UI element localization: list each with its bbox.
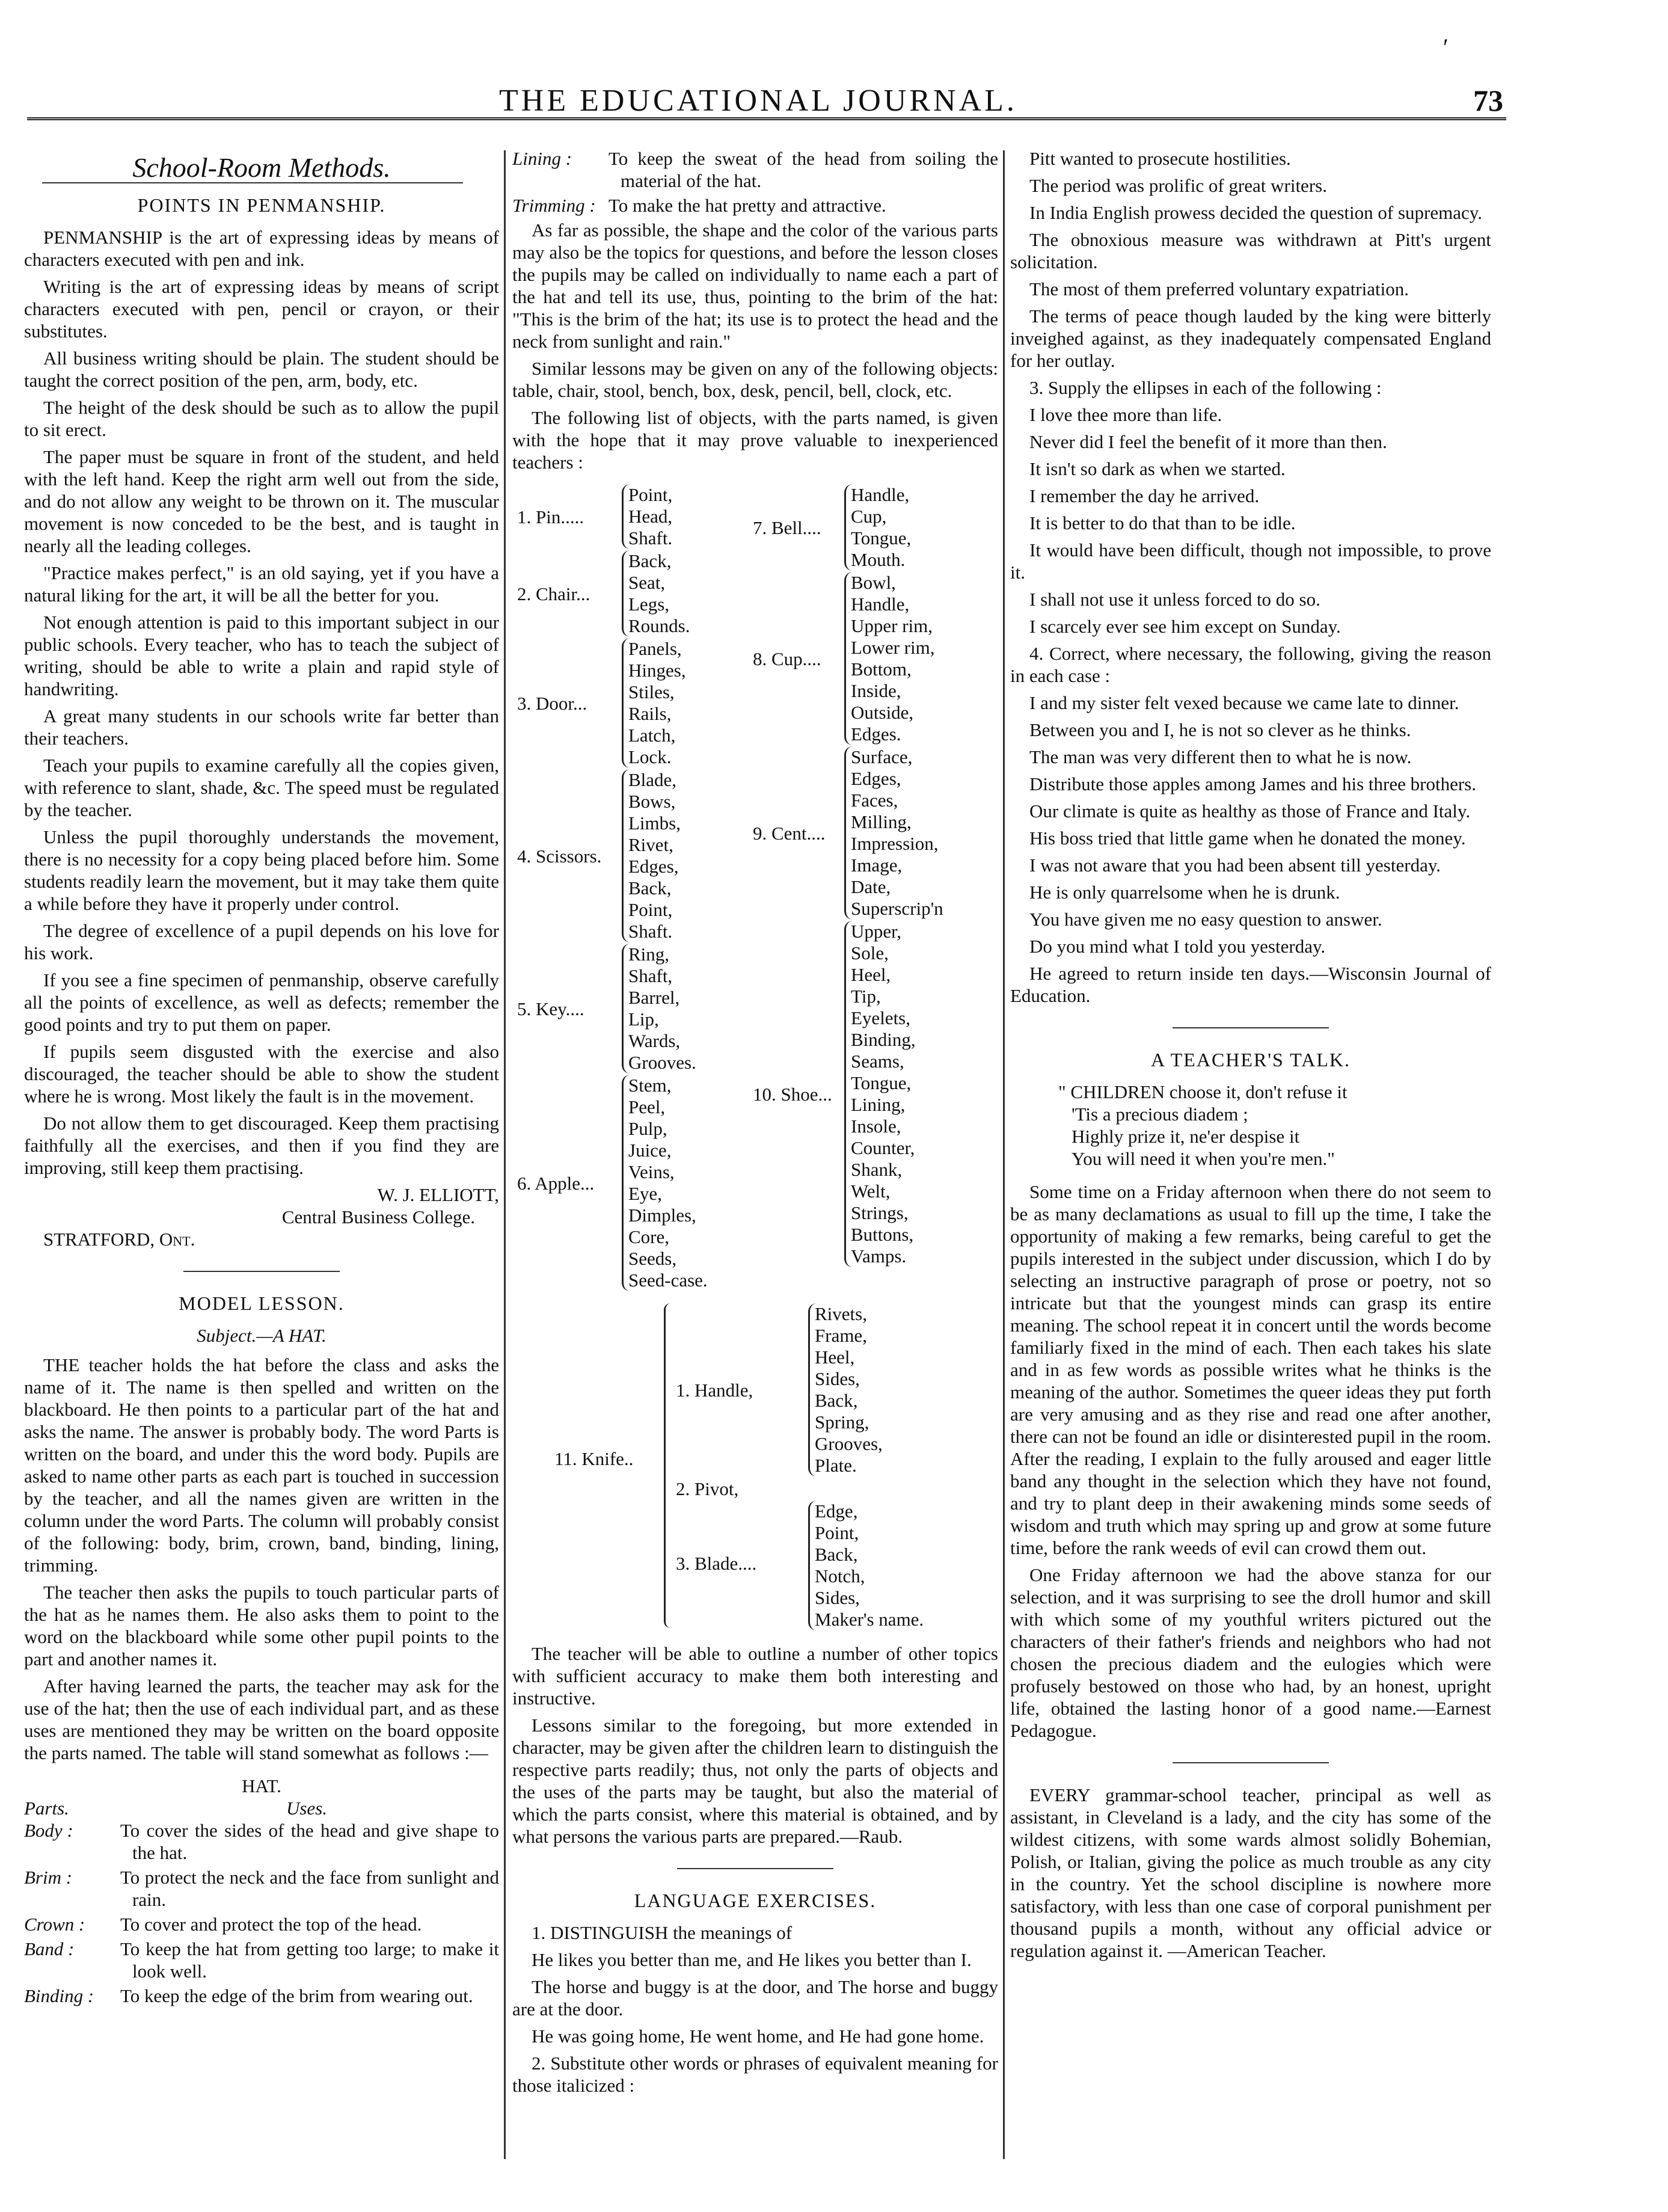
part-item: Lower rim, (851, 637, 935, 658)
knife-part-label: 2. Pivot, (676, 1478, 739, 1499)
part-item: Handle, (851, 484, 910, 505)
verse (1058, 1081, 1491, 1170)
part-item: Dimples, (628, 1205, 696, 1226)
part-use: To keep the hat from getting too large; to make it look well. (120, 1938, 499, 1982)
part-name: Lining : (512, 148, 572, 169)
table-row (24, 1819, 499, 1864)
column-3 (1010, 147, 1491, 1967)
paragraph: Not enough attention is paid to this important subject in our public schools. Every teacher, who has to teach the subject of writing, should be able to write a plain and rapid style of handwriting. (24, 612, 499, 699)
part-item: Sides, (815, 1368, 860, 1389)
part-item: Back, (815, 1390, 858, 1411)
paragraph: If pupils seem disgusted with the exercise and also discouraged, the teacher should be able to show the student where he is wrong. Most likely the fault is in the movement. (24, 1041, 499, 1107)
part-item: Edges. (851, 724, 901, 745)
paragraph: The teacher will be able to outline a number of other topics with sufficient accuracy to make them both interesting and instructive. (512, 1643, 998, 1709)
paragraph: Teach your pupils to examine carefully all the copies given, with reference to slant, shade, &c. The speed must be regulated by the teacher. (24, 755, 499, 820)
part-item: Bottom, (851, 659, 912, 680)
paragraph: As far as possible, the shape and the color of the various parts may also be the topics for questions, and before the lesson closes the pupils may be called on individually to name each a part of the hat and tell its use, thus, pointing to the brim of the hat: "This is the brim of the hat; its use is to protect the head and the neck from sunlight and rain." (512, 220, 998, 352)
part-item: Back, (628, 877, 672, 899)
part-item: Surface, (851, 746, 913, 767)
paragraph: Never did I feel the benefit of it more than then. (1029, 431, 1387, 452)
object-parts (622, 944, 696, 1074)
verse-line: Highly prize it, ne'er despise it (1072, 1126, 1300, 1147)
paragraph: The terms of peace though lauded by the king were bitterly inveighed against, as they inadequately compensated England for her outlay. (1010, 306, 1491, 371)
paragraph: He agreed to return inside ten days.—Wisconsin Journal of Education. (1010, 963, 1491, 1006)
column-1 (24, 147, 499, 2009)
paragraph: Some time on a Friday afternoon when there do not seem to be as many declamations as usual to fill up the time, I take the opportunity of making a few remarks, being careful to get the pupils interested in the subject under discussion, which I do by selecting an instructive paragraph of prose or poetry, not so intricate but that the youngest minds can grasp its entire meaning. The school repeat it in concert until the words become familiarly fixed in the mind of each. Then each takes his slate and in as few words as possible writes what he thinks is the meaning of the author. Sometimes the queer ideas they put forth are very amusing and as they rise and read one after another, there can not be found an idle or disinterested pupil in the room. After the reading, I explain to the fully aroused and eager little band any thought in the selection which they have not found, and try to plant deep in their awakening minds some seeds of wisdom and truth which may spring up and grow at some future time, before the rank weeds of evil can crowd them out. (1010, 1181, 1491, 1558)
part-item: Mouth. (851, 549, 906, 570)
part-item: Spring, (815, 1412, 869, 1433)
part-item: Heel, (851, 964, 891, 985)
part-item: Bowl, (851, 572, 896, 593)
section-heading: School-Room Methods. (132, 152, 391, 183)
part-item: Insole, (851, 1116, 901, 1137)
hat-table-title: HAT. (242, 1775, 281, 1796)
uses-header: Uses. (286, 1798, 328, 1819)
exercise-sentences (1010, 147, 1491, 1007)
verse-line: 'Tis a precious diadem ; (1072, 1104, 1248, 1125)
part-item: Vamps. (851, 1246, 907, 1267)
part-item: Shaft. (628, 527, 673, 548)
paragraph: He was going home, He went home, and He had gone home. (532, 2026, 984, 2047)
part-item: Seat, (628, 572, 666, 593)
part-item: Welt, (851, 1181, 891, 1202)
paragraph: His boss tried that little game when he donated the money. (1029, 828, 1466, 849)
part-item: Maker's name. (815, 1609, 924, 1630)
part-item: Image, (851, 855, 903, 876)
part-item: Seed-case. (628, 1270, 708, 1291)
paragraph: 4. Correct, where necessary, the following, giving the reason in each case : (1010, 643, 1491, 686)
paragraph: It would have been difficult, though not impossible, to prove it. (1010, 539, 1491, 583)
paragraph: He is only quarrelsome when he is drunk. (1029, 882, 1340, 903)
paragraph: Unless the pupil thoroughly understands the movement, there is no necessity for a copy being placed before him. Some students readily learn the movement, but it may take them quite a while before they have it properly under control. (24, 826, 499, 914)
teacher-talk-text (1010, 1181, 1491, 1742)
object-name: 10. Shoe... (753, 1084, 832, 1105)
part-item: Rails, (628, 703, 672, 724)
hat-table-continued (512, 147, 998, 217)
part-item: Wards, (628, 1030, 681, 1051)
paragraph: The following list of objects, with the parts named, is given with the hope that it may prove valuable to inexperienced teachers : (512, 407, 998, 473)
paragraph: Do not allow them to get discouraged. Keep them practising faithfully all the exercises, and then if you find they are improving, still keep them practising. (24, 1113, 499, 1178)
paragraph: Our climate is quite as healthy as those of France and Italy. (1029, 800, 1471, 822)
paragraph: The degree of excellence of a pupil depends on his love for his work. (24, 920, 499, 963)
part-item: Counter, (851, 1137, 915, 1158)
object-name: 7. Bell.... (753, 517, 821, 538)
part-item: Grooves. (628, 1052, 696, 1073)
part-item: Pulp, (628, 1118, 667, 1139)
knife-bracket (664, 1303, 670, 1628)
object-parts-list (512, 484, 998, 1642)
paragraph: If you see a fine specimen of penmanship, observe carefully all the points of excellence, as well as defects; remember the good points and try to put them on paper. (24, 969, 499, 1035)
part-name: Binding : (24, 1985, 94, 2006)
part-item: Upper, (851, 921, 901, 942)
hat-table (24, 1775, 499, 2007)
part-name: Trimming : (512, 195, 596, 216)
lesson-text (24, 1354, 499, 1764)
author-affiliation: Central Business College. (281, 1206, 475, 1227)
paragraph: He likes you better than me, and He likes you better than I. (532, 1949, 972, 1970)
knife-handle-parts (808, 1303, 883, 1476)
divider-rule (1173, 1762, 1329, 1763)
paragraph: The teacher then asks the pupils to touch particular parts of the hat as he names them. He also asks them to point to the word on the blackboard while some other pupil points to the part and another names it. (24, 1582, 499, 1670)
part-item: Lip, (628, 1009, 659, 1030)
part-item: Sole, (851, 942, 889, 963)
table-row (24, 1866, 499, 1911)
paragraph: A great many students in our schools write far better than their teachers. (24, 705, 499, 749)
part-item: Panels, (628, 638, 682, 659)
part-item: Rivets, (815, 1303, 867, 1324)
object-parts (844, 484, 911, 571)
part-item: Frame, (815, 1325, 867, 1346)
closing-text (512, 1642, 998, 1848)
part-item: Tip, (851, 986, 881, 1007)
paragraph: The height of the desk should be such as to allow the pupil to sit erect. (24, 397, 499, 440)
paragraph: One Friday afternoon we had the above stanza for our selection, and it was surprising to see the droll humor and skill with which some of my youthful writers pictured out the characters of their father's friends and neighbors who had not chosen the precious diadem and the eulogies which were profusely bestowed on those who had, by an honest, upright life, obtained the lasting honor of a good name.—Earnest Pedagogue. (1010, 1564, 1491, 1741)
penmanship-text (24, 226, 499, 1179)
part-item: Bows, (628, 791, 676, 812)
part-item: Back, (628, 550, 672, 571)
parts-header: Parts. (24, 1798, 69, 1819)
part-item: Stiles, (628, 681, 675, 702)
paragraph: PENMANSHIP is the art of expressing ideas by means of characters executed with pen and ink. (24, 227, 499, 270)
table-row (512, 194, 998, 217)
part-item: Peel, (628, 1096, 666, 1117)
part-use: To cover and protect the top of the head. (120, 1914, 422, 1935)
part-use: To keep the sweat of the head from soiling the material of the hat. (609, 148, 998, 191)
author-signature: W. J. ELLIOTT, (377, 1184, 499, 1205)
stray-mark: ′ (1443, 34, 1449, 61)
paragraph: You have given me no easy question to answer. (1029, 909, 1382, 930)
paragraph: 1. DISTINGUISH the meanings of (532, 1922, 793, 1943)
part-use: To cover the sides of the head and give shape to the hat. (120, 1820, 499, 1863)
part-item: Shaft. (628, 921, 673, 942)
paragraph: Do you mind what I told you yesterday. (1029, 936, 1326, 957)
object-name: 9. Cent.... (753, 823, 826, 844)
part-item: Plate. (815, 1455, 857, 1476)
part-item: Limbs, (628, 813, 681, 834)
closing-paragraph: EVERY grammar-school teacher, principal as well as assistant, in Cleveland is a lady, and the city has some of the wildest citizens, with some wards almost solidly Bohemian, Polish, or Italian, giving the police as much trouble as any city in the country. Yet the school discipline is nowhere more satisfactory, with less than one case of corporal punishment per thousand pupils a month, without any official advice or regulation against it. —American Teacher. (1010, 1784, 1491, 1961)
paragraph: The period was prolific of great writers. (1029, 175, 1327, 196)
part-item: Cup, (851, 506, 887, 527)
object-name: 4. Scissors. (517, 846, 602, 867)
part-item: Handle, (851, 594, 910, 615)
paragraph: The horse and buggy is at the door, and The horse and buggy are at the door. (512, 1976, 998, 2020)
paragraph: 2. Substitute other words or phrases of equivalent meaning for those italicized : (512, 2053, 998, 2096)
header-rule (27, 117, 1506, 120)
object-parts (622, 769, 681, 942)
paragraph: The obnoxious measure was withdrawn at Pitt's urgent solicitation. (1010, 229, 1491, 272)
part-item: Blade, (628, 769, 677, 790)
object-name: 11. Knife.. (554, 1448, 634, 1469)
paragraph: In India English prowess decided the question of supremacy. (1029, 202, 1482, 223)
table-row (24, 1938, 499, 1982)
object-parts (622, 1075, 708, 1291)
part-item: Impression, (851, 833, 939, 854)
part-item: Legs, (628, 594, 670, 615)
knife-part-label: 1. Handle, (676, 1380, 753, 1401)
paragraph: Similar lessons may be given on any of the following objects: table, chair, stool, bench, box, desk, pencil, bell, clock, etc. (512, 358, 998, 401)
part-item: Stem, (628, 1075, 672, 1096)
divider-rule (1173, 1027, 1329, 1028)
part-item: Outside, (851, 702, 914, 723)
paragraph: THE teacher holds the hat before the class and asks the name of it. The name is then spelled and written on the blackboard. He then points to a particular part of the hat and asks the name. The answer is probably body. The word Parts is written on the board, and under this the word body. Pupils are asked to name other parts as each part is touched in succession by the teacher, and all the names given are written in the column under the word Parts. The column will probably consist of the following: body, brim, crown, band, binding, lining, trimming. (24, 1354, 499, 1576)
part-item: Barrel, (628, 987, 680, 1008)
part-item: Strings, (851, 1202, 909, 1223)
object-parts (622, 638, 686, 768)
part-item: Edges, (628, 856, 679, 877)
article-title: MODEL LESSON. (179, 1292, 345, 1314)
part-item: Date, (851, 876, 891, 897)
part-item: Heel, (815, 1347, 855, 1368)
paragraph: I scarcely ever see him except on Sunday. (1029, 616, 1341, 637)
article-title: POINTS IN PENMANSHIP. (137, 194, 386, 216)
paragraph: The man was very different then to what he is now. (1029, 746, 1412, 767)
paragraph: I love thee more than life. (1029, 404, 1222, 425)
article-title: A TEACHER'S TALK. (1150, 1049, 1351, 1071)
column-2 (512, 147, 998, 2101)
knife-blade-parts (808, 1501, 924, 1630)
part-name: Brim : (24, 1867, 73, 1888)
paragraph: Pitt wanted to prosecute hostilities. (1029, 148, 1291, 169)
object-name: 6. Apple... (517, 1173, 595, 1194)
part-item: Notch, (815, 1565, 865, 1587)
verse-line: " CHILDREN choose it, don't refuse it (1058, 1081, 1348, 1102)
paragraph: After having learned the parts, the teacher may ask for the use of the hat; then the use of each individual part, and as these uses are mentioned they may be written on the board opposite the parts named. The table will stand somewhat as follows :— (24, 1676, 499, 1763)
journal-title: THE EDUCATIONAL JOURNAL. (499, 84, 1017, 118)
part-item: Grooves, (815, 1433, 883, 1454)
part-item: Eyelets, (851, 1007, 910, 1028)
object-name: 8. Cup.... (753, 648, 821, 669)
part-item: Inside, (851, 680, 901, 701)
object-parts (844, 746, 943, 920)
part-item: Core, (628, 1226, 670, 1247)
knife-part-label: 3. Blade.... (676, 1553, 757, 1574)
paragraph: Writing is the art of expressing ideas by means of script characters executed with pen, pencil or crayon, or their substitutes. (24, 276, 499, 342)
divider-rule (183, 1271, 340, 1272)
part-item: Back, (815, 1544, 858, 1565)
part-item: Eye, (628, 1183, 662, 1204)
part-item: Point, (815, 1522, 859, 1543)
object-parts (622, 550, 690, 637)
part-item: Edges, (851, 768, 901, 789)
verse-line: You will need it when you're men." (1072, 1148, 1335, 1169)
part-item: Seams, (851, 1051, 904, 1072)
part-use: To keep the edge of the brim from wearing out. (120, 1985, 473, 2006)
paragraph: 3. Supply the ellipses in each of the following : (1029, 377, 1382, 398)
part-item: Edge, (815, 1501, 858, 1522)
part-item: Latch, (628, 725, 676, 746)
object-parts (622, 484, 672, 549)
column-divider (1003, 150, 1005, 2159)
paragraph: It isn't so dark as when we started. (1029, 458, 1286, 479)
divider-rule (677, 1868, 833, 1869)
paragraph: I remember the day he arrived. (1029, 485, 1260, 506)
part-item: Lock. (628, 746, 672, 767)
object-name: 5. Key.... (517, 998, 584, 1019)
part-item: Sides, (815, 1587, 860, 1608)
lesson-subject: Subject.—A HAT. (197, 1325, 327, 1346)
language-exercises (512, 1922, 998, 2097)
paragraph: Lessons similar to the foregoing, but more extended in character, may be given after the children learn to distinguish the respective parts readily; thus, not only the parts of objects and the uses of the parts may be taught, but also the material of which the parts consist, where this material is obtained, and by what persons the various parts are prepared.—Raub. (512, 1715, 998, 1847)
paragraph: All business writing should be plain. The student should be taught the correct position of the pen, arm, body, etc. (24, 348, 499, 391)
part-item: Upper rim, (851, 615, 933, 636)
part-item: Superscrip'n (851, 898, 943, 919)
page-number: 73 (1473, 84, 1503, 117)
column-divider (504, 150, 506, 2159)
object-name: 1. Pin..... (517, 506, 584, 527)
table-row (24, 1985, 499, 2007)
object-name: 3. Door... (517, 693, 587, 714)
part-item: Hinges, (628, 660, 686, 681)
paragraph: The most of them preferred voluntary expatriation. (1029, 278, 1409, 300)
part-item: Point, (628, 899, 673, 920)
part-use: To make the hat pretty and attractive. (609, 195, 886, 216)
object-parts (844, 572, 934, 745)
part-item: Lining, (851, 1094, 906, 1115)
part-item: Buttons, (851, 1224, 914, 1245)
part-item: Head, (628, 506, 673, 527)
part-item: Binding, (851, 1029, 916, 1050)
paragraph: "Practice makes perfect," is an old saying, yet if you have a natural liking for the art, it will be all the better for you. (24, 562, 499, 606)
article-title: LANGUAGE EXERCISES. (634, 1890, 877, 1911)
part-item: Tongue, (851, 1072, 912, 1093)
part-item: Rounds. (628, 615, 690, 636)
part-item: Tongue, (851, 527, 912, 548)
paragraph: Distribute those apples among James and his three brothers. (1029, 773, 1476, 794)
paragraph: It is better to do that than to be idle. (1029, 512, 1296, 533)
paragraph: The paper must be square in front of the student, and held with the left hand. Keep the right arm well out from the side, and do not allow any weight to be thrown on it. The muscular movement is now conceded to be the best, and is taught in nearly all the leading colleges. (24, 446, 499, 556)
table-row (512, 147, 998, 192)
part-item: Veins, (628, 1161, 675, 1182)
part-item: Faces, (851, 790, 898, 811)
object-name: 2. Chair... (517, 583, 590, 604)
paragraph: I and my sister felt vexed because we came late to dinner. (1029, 692, 1459, 713)
table-row (24, 1913, 499, 1935)
paragraph: Between you and I, he is not so clever as he thinks. (1029, 719, 1411, 740)
lesson-continuation (512, 219, 998, 473)
part-name: Body : (24, 1820, 73, 1841)
dateline: STRATFORD, Ont. (43, 1229, 195, 1250)
part-name: Band : (24, 1938, 75, 1959)
part-name: Crown : (24, 1914, 85, 1935)
paragraph: I was not aware that you had been absent till yesterday. (1029, 855, 1441, 876)
part-item: Ring, (628, 944, 670, 965)
part-item: Point, (628, 484, 673, 505)
paragraph: I shall not use it unless forced to do so. (1029, 589, 1320, 610)
object-parts (844, 921, 916, 1267)
hat-table-rows (24, 1819, 499, 2007)
part-use: To protect the neck and the face from sunlight and rain. (120, 1867, 499, 1910)
part-item: Shaft, (628, 965, 673, 986)
part-item: Milling, (851, 811, 912, 832)
part-item: Rivet, (628, 834, 673, 855)
part-item: Seeds, (628, 1248, 677, 1269)
part-item: Juice, (628, 1140, 672, 1161)
part-item: Shank, (851, 1159, 903, 1180)
